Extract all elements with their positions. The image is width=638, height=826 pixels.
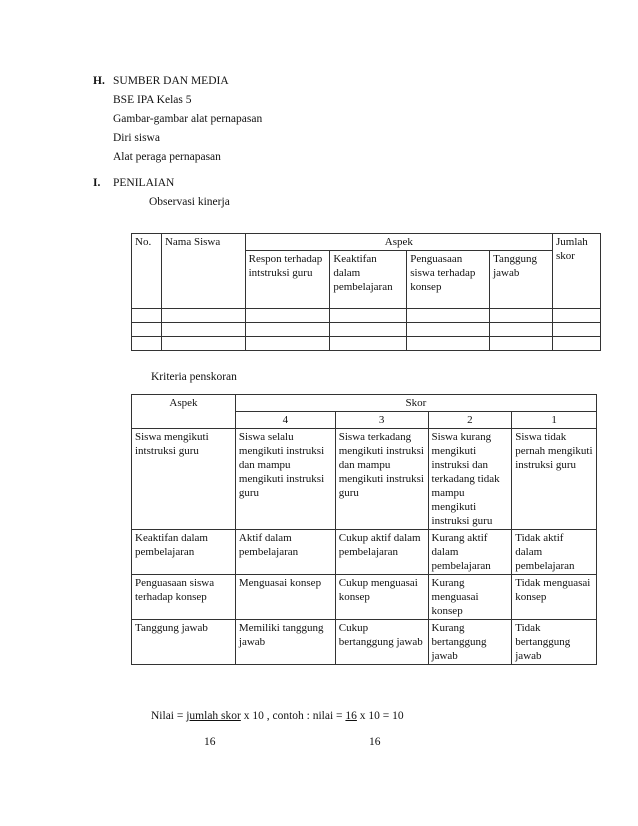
criteria-cell: Cukup menguasai konsep: [335, 575, 428, 620]
criteria-cell: Memiliki tanggung jawab: [235, 620, 335, 665]
criteria-cell: Siswa kurang mengikuti instruksi dan terkadang tidak mampu mengikuti instruksi guru: [428, 429, 512, 530]
table-row: [132, 575, 597, 620]
formula-numerator: jumlah skor: [186, 710, 241, 722]
score-header: 3: [335, 412, 428, 429]
criteria-cell: Siswa terkadang mengikuti instruksi dan mampu mengikuti instruksi guru: [335, 429, 428, 530]
table-row: [132, 530, 597, 575]
criteria-cell: Aktif dalam pembelajaran: [235, 530, 335, 575]
criteria-cell: Tidak aktif dalam pembelajaran: [512, 530, 597, 575]
col-aspect-header: Aspek: [245, 234, 552, 251]
aspect-header: Respon terhadap intstruksi guru: [245, 251, 330, 309]
section-i-subtitle: Observasi kinerja: [149, 196, 230, 208]
criteria-cell: Tidak menguasai konsep: [512, 575, 597, 620]
formula-suffix: x 10 = 10: [356, 710, 404, 722]
table-row: [132, 337, 601, 351]
media-item: Alat peraga pernapasan: [113, 151, 221, 163]
criteria-cell: Siswa tidak pernah mengikuti instruksi guru: [512, 429, 597, 530]
observation-table: [131, 233, 601, 351]
section-i-letter: I.: [93, 177, 101, 189]
col-no-header: No.: [132, 234, 162, 309]
criteria-cell: Cukup bertanggung jawab: [335, 620, 428, 665]
criteria-cell: Kurang menguasai konsep: [428, 575, 512, 620]
formula-denominator: 16: [204, 736, 216, 748]
media-item: BSE IPA Kelas 5: [113, 94, 192, 106]
col-total-header: Jumlah skor: [553, 234, 601, 309]
criteria-score-header: Skor: [235, 395, 596, 412]
criteria-cell: Cukup aktif dalam pembelajaran: [335, 530, 428, 575]
criteria-table: [131, 394, 597, 665]
col-name-header: Nama Siswa: [161, 234, 245, 309]
score-header: 1: [512, 412, 597, 429]
table-row: [132, 323, 601, 337]
criteria-cell: Kurang bertanggung jawab: [428, 620, 512, 665]
criteria-title: Kriteria penskoran: [151, 371, 237, 383]
criteria-aspect: Tanggung jawab: [132, 620, 236, 665]
aspect-header: Keaktifan dalam pembelajaran: [330, 251, 407, 309]
formula-prefix: Nilai =: [151, 710, 187, 722]
criteria-aspect: Siswa mengikuti intstruksi guru: [132, 429, 236, 530]
score-formula: [151, 709, 404, 723]
criteria-aspect-header: Aspek: [132, 395, 236, 429]
score-header: 4: [235, 412, 335, 429]
criteria-aspect: Keaktifan dalam pembelajaran: [132, 530, 236, 575]
table-row: [132, 620, 597, 665]
section-h-title: SUMBER DAN MEDIA: [113, 75, 229, 87]
table-row: [132, 429, 597, 530]
score-header: 2: [428, 412, 512, 429]
criteria-cell: Tidak bertanggung jawab: [512, 620, 597, 665]
table-row: [132, 309, 601, 323]
criteria-cell: Menguasai konsep: [235, 575, 335, 620]
aspect-header: Penguasaan siswa terhadap konsep: [407, 251, 490, 309]
formula-example-denominator: 16: [369, 736, 381, 748]
formula-example-numerator: 16: [345, 710, 357, 722]
media-item: Diri siswa: [113, 132, 160, 144]
formula-times: x 10 , contoh : nilai =: [240, 710, 346, 722]
media-item: Gambar-gambar alat pernapasan: [113, 113, 263, 125]
criteria-cell: Siswa selalu mengikuti instruksi dan mampu mengikuti instruksi guru: [235, 429, 335, 530]
section-i-title: PENILAIAN: [113, 177, 175, 189]
section-h-letter: H.: [93, 75, 105, 87]
criteria-aspect: Penguasaan siswa terhadap konsep: [132, 575, 236, 620]
criteria-cell: Kurang aktif dalam pembelajaran: [428, 530, 512, 575]
aspect-header: Tanggung jawab: [490, 251, 553, 309]
